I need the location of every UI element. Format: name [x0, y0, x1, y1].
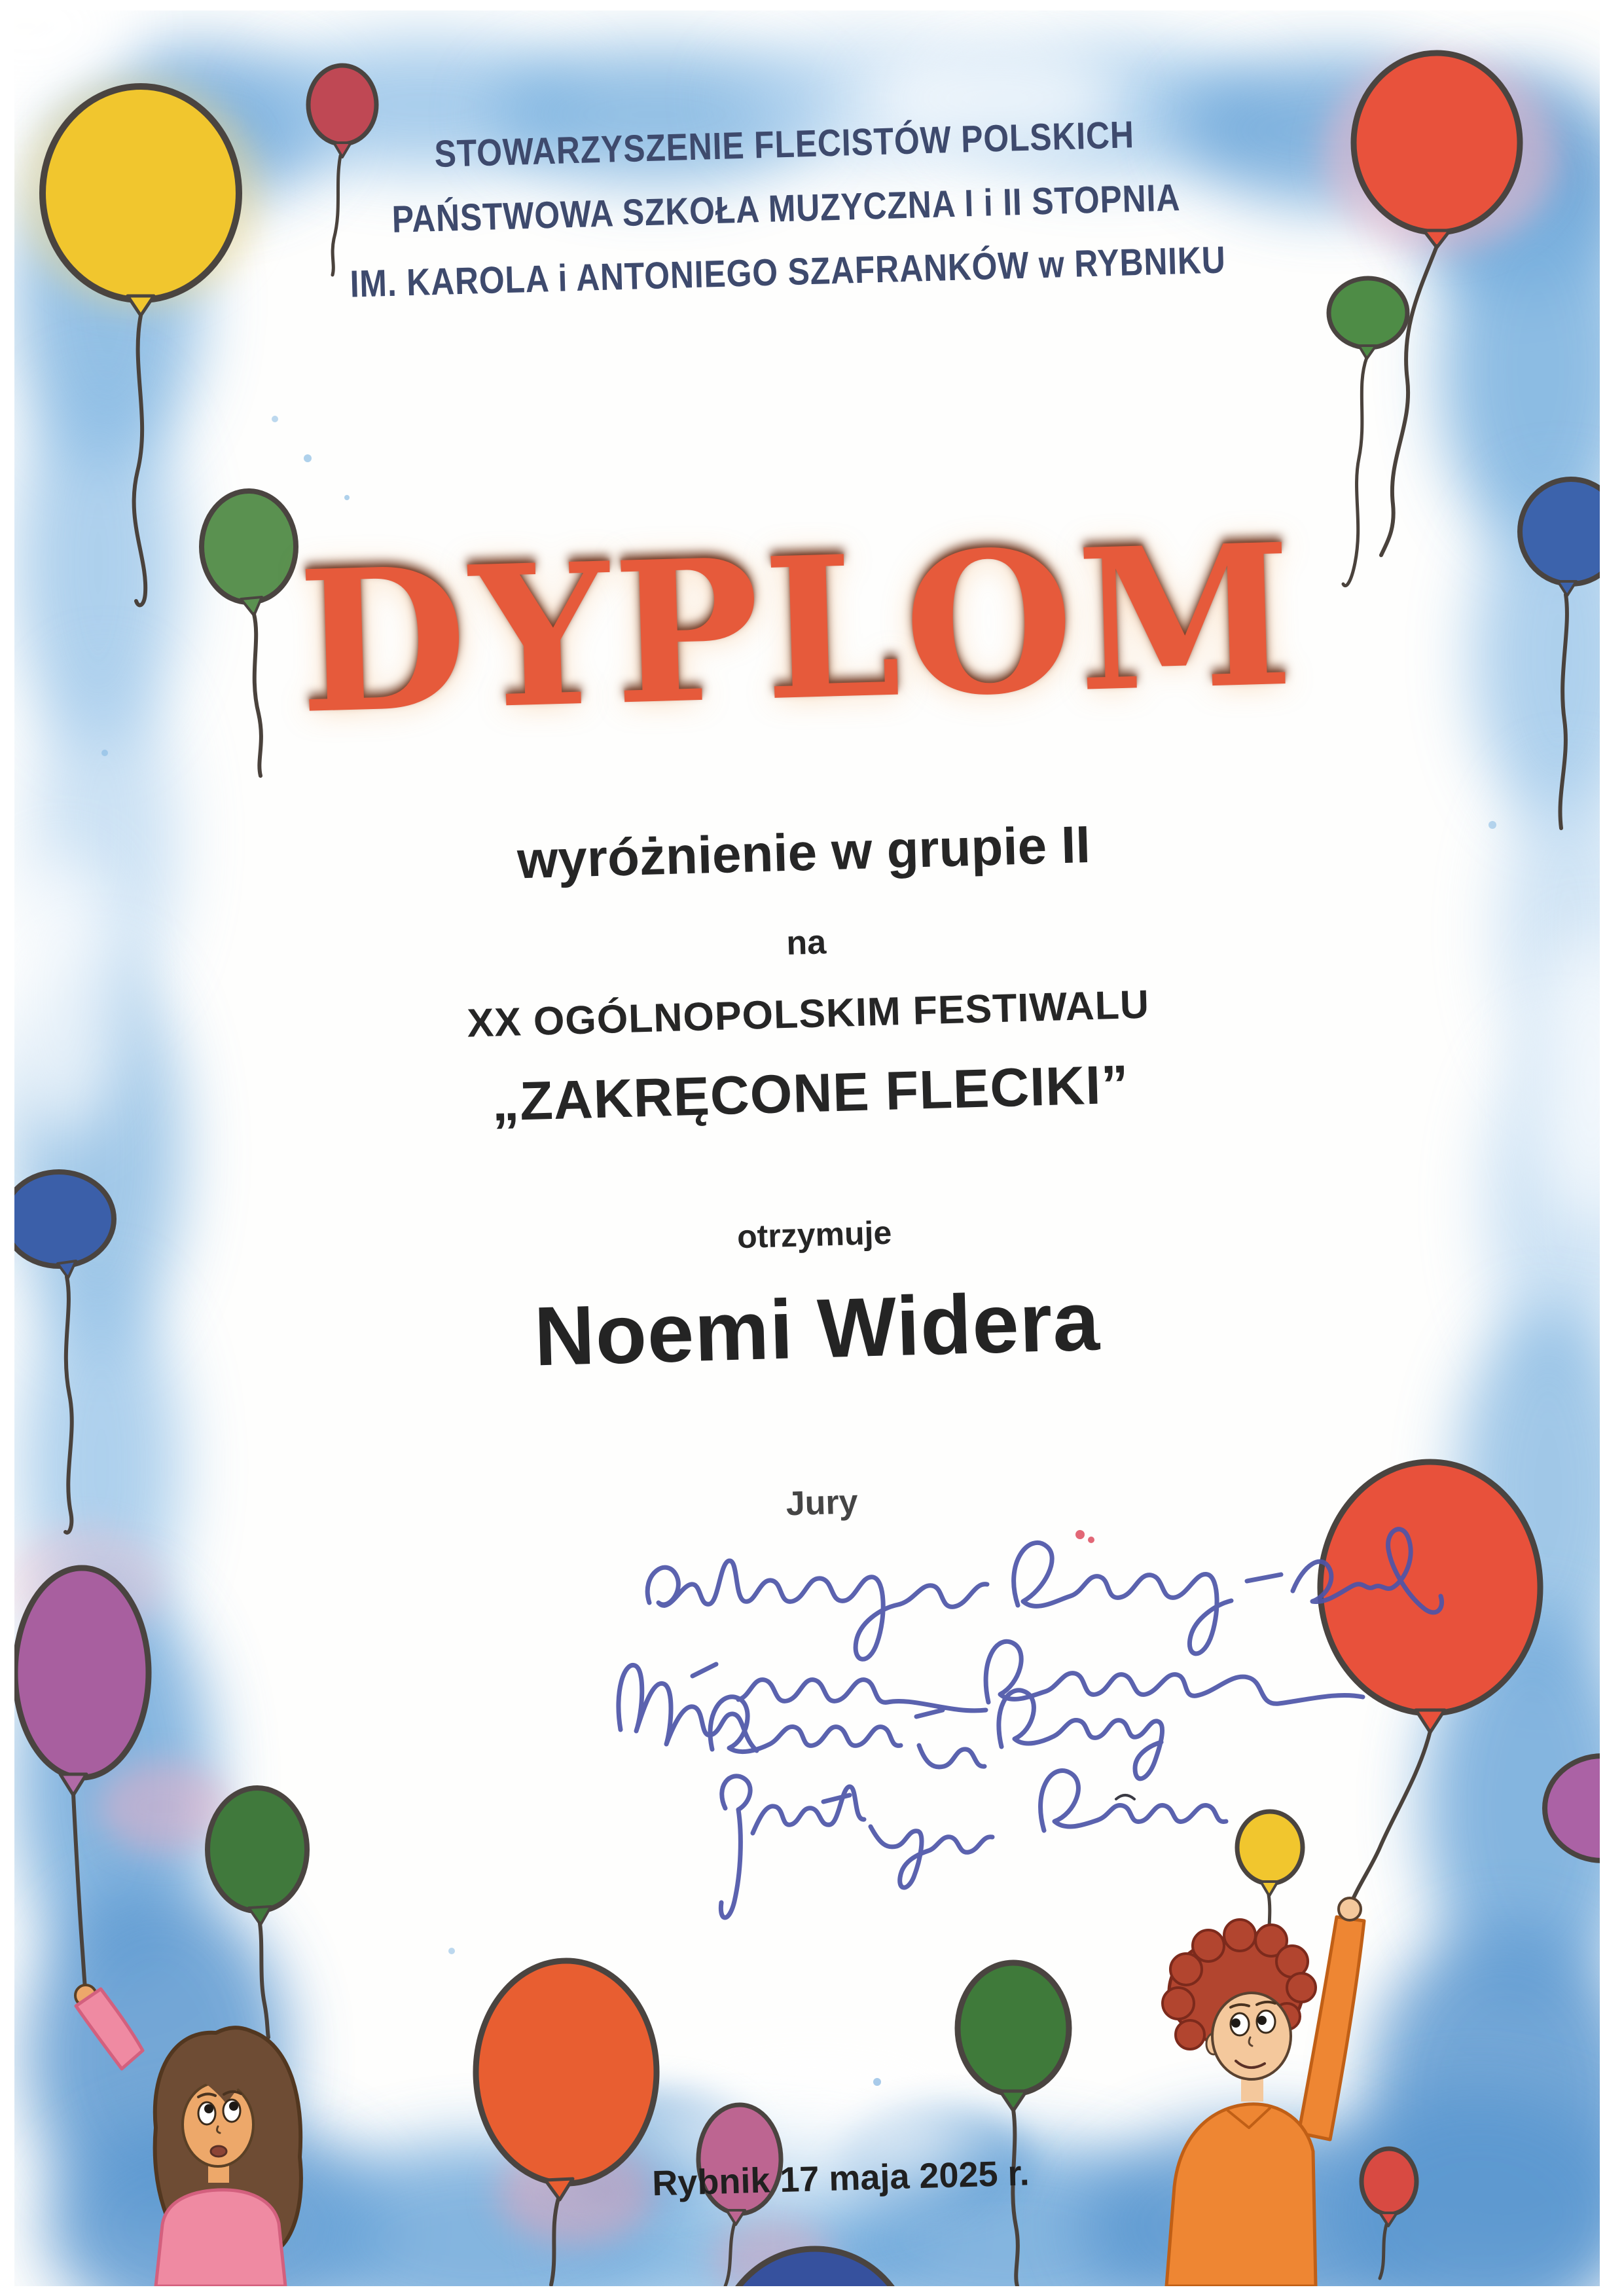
- header-line-1: STOWARZYSZENIE FLECISTÓW POLSKICH: [433, 113, 1135, 176]
- distinction-line: wyróżnienie w grupie II: [516, 814, 1091, 890]
- festival-line-1: XX OGÓLNOPOLSKIM FESTIWALU: [466, 981, 1150, 1046]
- festival-line-2: „ZAKRĘCONE FLECIKI”: [491, 1053, 1130, 1133]
- date-line: Rybnik 17 maja 2025 r.: [651, 2153, 1030, 2204]
- jury-label: Jury: [785, 1483, 859, 1523]
- diploma-title: DYPLOM: [295, 501, 1300, 758]
- preposition-na: na: [785, 923, 827, 962]
- header-line-3: IM. KAROLA i ANTONIEGO SZAFRANKÓW w RYBNIKU: [349, 238, 1226, 306]
- recipient-name: Noemi Widera: [533, 1274, 1102, 1384]
- header-line-2: PAŃSTWOWA SZKOŁA MUZYCZNA I i II STOPNIA: [391, 176, 1181, 241]
- receives-label: otrzymuje: [736, 1214, 893, 1256]
